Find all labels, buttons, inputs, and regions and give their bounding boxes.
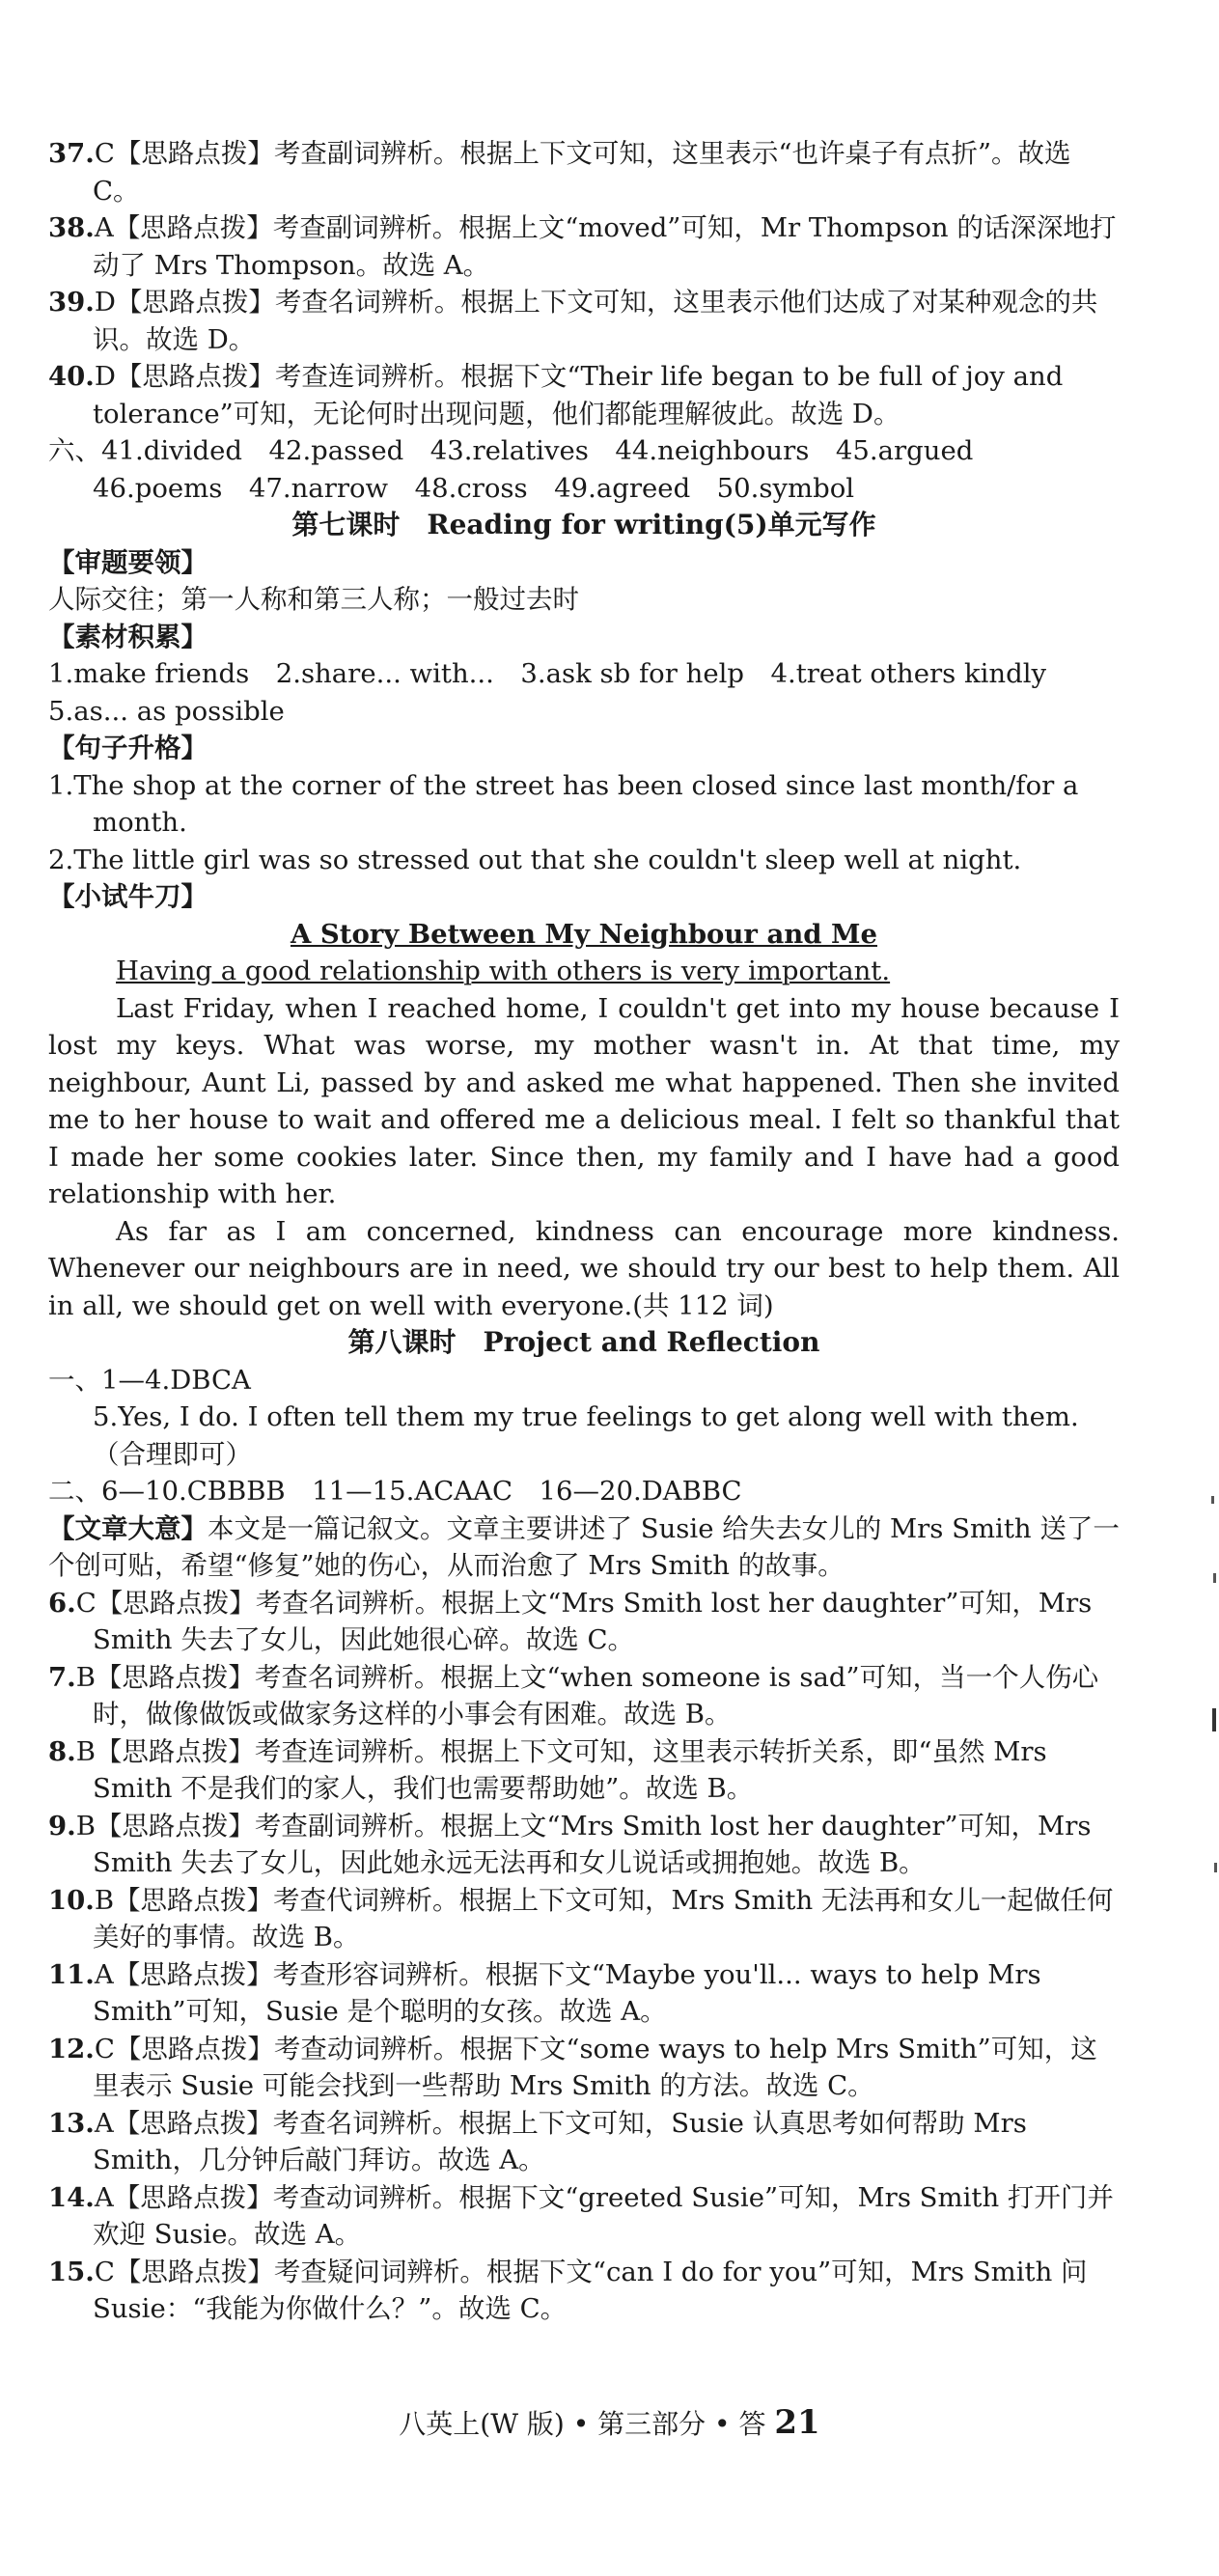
story-paragraph-1: Last Friday, when I reached home, I couldn't get into my house because I lost my keys. What was worse, my mother wasn't in. At that time, my neighbour, Aunt Li, passed by and asked me what happened. Then she invited me to her house to wait and offered me a delicious meal. I felt so thankful that I made her some cookies later. Since then, my family and I have had a good relationship with her. (48, 992, 1120, 1209)
answer-12: 12.C【思路点拨】考查动词辨析。根据下文“some ways to help Mrs Smith”可知，这里表示 Susie 可能会找到一些帮助 Mrs Smith 的方法。故选 C。 (48, 2033, 1097, 2101)
sucai-label: 【素材积累】 (48, 621, 208, 652)
section-8-q5: 5.Yes, I do. I often tell them my true feelings to get along well with them.（合理即可） (93, 1401, 1079, 1470)
section-6-row2: 46.poems 47.narrow 48.cross 49.agreed 50.symbol (93, 472, 855, 504)
sucai-row2: 5.as... as possible (48, 695, 285, 727)
shenti-label: 【审题要领】 (48, 546, 208, 578)
juzi-sentence-1: 1.The shop at the corner of the street has been closed since last month/for a month. (48, 769, 1079, 838)
article-summary: 【文章大意】本文是一篇记叙文。文章主要讲述了 Susie 给失去女儿的 Mrs Smith 送了一个创可贴，希望“修复”她的伤心，从而治愈了 Mrs Smith 的故事。 (48, 1512, 1120, 1581)
answer-6: 6.C【思路点拨】考查名词辨析。根据上文“Mrs Smith lost her daughter”可知，Mrs Smith 失去了女儿，因此她很心碎。故选 C。 (48, 1587, 1093, 1655)
lesson-7-title: 第七课时 Reading for writing(5)单元写作 (291, 509, 876, 540)
answer-content (48, 135, 1120, 2328)
sucai-row1: 1.make friends 2.share... with... 3.ask sb for help 4.treat others kindly (48, 658, 1047, 689)
story-topic (48, 953, 1120, 990)
answer-40: 40.D【思路点拨】考查连词辨析。根据下文“Their life began to be full of joy and tolerance”可知，无论何时出现问题，他们都能理解彼此。故选 D。 (48, 361, 1064, 429)
lesson-8-title: 第八课时 Project and Reflection (347, 1326, 820, 1358)
scan-edge-marks (1205, 1496, 1219, 1930)
page-footer (0, 2403, 1219, 2442)
scan-mark (1213, 1573, 1216, 1583)
scan-mark (1214, 1863, 1217, 1872)
answer-9: 9.B【思路点拨】考查副词辨析。根据上文“Mrs Smith lost her daughter”可知，Mrs Smith 失去了女儿，因此她永远无法再和女儿说话或拥抱她。故选 B。 (48, 1810, 1092, 1878)
answer-13: 13.A【思路点拨】考查名词辨析。根据上下文可知，Susie 认真思考如何帮助 Mrs Smith，几分钟后敲门拜访。故选 A。 (48, 2107, 1027, 2175)
page-number: 21 (774, 2403, 820, 2442)
answer-11: 11.A【思路点拨】考查形容词辨析。根据下文“Maybe you'll... ways to help Mrs Smith”可知，Susie 是个聪明的女孩。故选 A。 (48, 1958, 1041, 2027)
section-8-part2: 二、6—10.CBBBB 11—15.ACAAC 16—20.DABBC (48, 1476, 742, 1507)
answer-39: 39.D【思路点拨】考查名词辨析。根据上下文可知，这里表示他们达成了对某种观念的共识。故选 D。 (48, 287, 1098, 355)
answer-7: 7.B【思路点拨】考查名词辨析。根据上文“when someone is sad”可知，当一个人伤心时，做像做饭或做家务这样的小事会有困难。故选 B。 (48, 1661, 1099, 1730)
answer-15: 15.C【思路点拨】考查疑问词辨析。根据下文“can I do for you”可知，Mrs Smith 问 Susie：“我能为你做什么？”。故选 C。 (48, 2256, 1088, 2324)
answer-8: 8.B【思路点拨】考查连词辨析。根据上下文可知，这里表示转折关系，即“虽然 Mrs Smith 不是我们的家人，我们也需要帮助她”。故选 B。 (48, 1735, 1047, 1804)
topic-sentence: Having a good relationship with others is very important. (116, 956, 891, 986)
story-title: A Story Between My Neighbour and Me (290, 918, 877, 950)
section-6-row1: 六、41.divided 42.passed 43.relatives 44.neighbours 45.argued (48, 435, 974, 466)
scan-mark (1212, 1708, 1216, 1731)
footer-text: 八英上(W 版) • 第三部分 • 答 (399, 2408, 775, 2440)
juzi-sentence-2: 2.The little girl was so stressed out that she couldn't sleep well at night. (48, 844, 1022, 875)
story-paragraph-2: As far as I am concerned, kindness can encourage more kindness. Whenever our neighbours are in need, we should try our best to help them. All in all, we should get on well with everyone.(共 112 词) (48, 1215, 1120, 1321)
answer-14: 14.A【思路点拨】考查动词辨析。根据下文“greeted Susie”可知，Mrs Smith 打开门并欢迎 Susie。故选 A。 (48, 2181, 1114, 2250)
xiaoshi-label: 【小试牛刀】 (48, 881, 208, 912)
answer-10: 10.B【思路点拨】考查代词辨析。根据上下文可知，Mrs Smith 无法再和女儿一起做任何美好的事情。故选 B。 (48, 1884, 1114, 1953)
juzi-label: 【句子升格】 (48, 733, 208, 763)
answer-38: 38.A【思路点拨】考查副词辨析。根据上文“moved”可知，Mr Thompson 的话深深地打动了 Mrs Thompson。故选 A。 (48, 212, 1117, 281)
scan-mark (1211, 1496, 1214, 1504)
section-8-part1: 一、1—4.DBCA (48, 1364, 251, 1396)
answer-37: 37.C【思路点拨】考查副词辨析。根据上下文可知，这里表示“也许桌子有点折”。故选 C。 (48, 138, 1071, 207)
shenti-text: 人际交往；第一人称和第三人称；一般过去时 (48, 584, 579, 615)
